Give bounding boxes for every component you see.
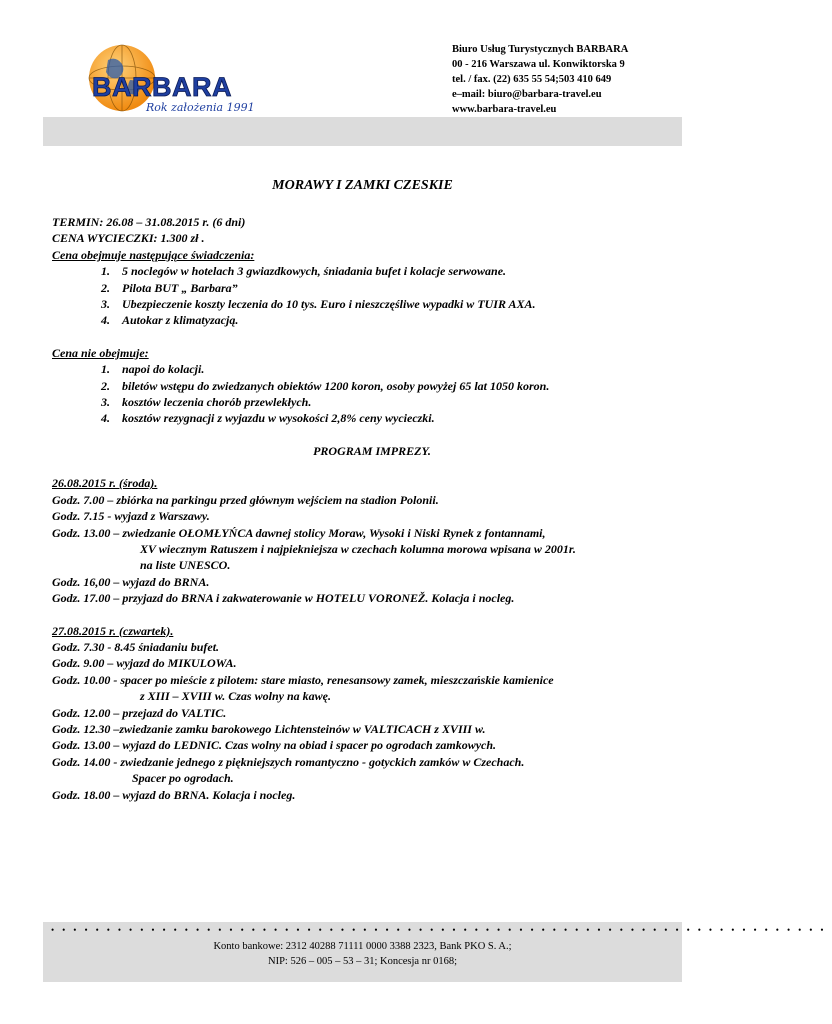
schedule-line: Spacer po ogrodach. [132,771,234,786]
schedule-line: Godz. 10.00 - spacer po mieście z pilotem: stare miasto, renesansowy zamek, mieszczańskie kamienice [52,672,554,687]
includes-heading: Cena obejmuje następujące świadczenia: [52,247,255,262]
day2-date: 27.08.2015 r. (czwartek). [52,623,174,638]
document-title: MORAWY I ZAMKI CZESKIE [272,178,453,193]
program-heading: PROGRAM IMPREZY. [313,443,431,458]
schedule-line: Godz. 14.00 - zwiedzanie jednego z piękniejszych romantyczno - gotyckich zamków w Czechach. [52,754,525,769]
excludes-heading: Cena nie obejmuje: [52,345,149,360]
company-name: Biuro Usług Turystycznych BARBARA [452,44,629,55]
schedule-line: Godz. 18.00 – wyjazd do BRNA. Kolacja i nocleg. [52,787,296,802]
list-item: 4. Autokar z klimatyzacją. [101,313,239,328]
list-item: 1. napoi do kolacji. [101,362,205,377]
schedule-line: Godz. 9.00 – wyjazd do MIKULOWA. [52,656,237,671]
trip-price: CENA WYCIECZKI: 1.300 zł . [52,231,205,246]
schedule-line: XV wiecznym Ratuszem i najpiekniejsza w czechach kolumna morowa wpisana w 2001r. [140,541,576,556]
footer-text [43,939,682,969]
logo-tagline: Rok założenia 1991 [146,101,255,114]
schedule-line: z XIII – XVIII w. Czas wolny na kawę. [140,689,331,704]
company-email: e–mail: biuro@barbara-travel.eu [452,89,602,100]
dotted-divider: •••••••••••••••••••••••••••••••••••••••••••••••••••••••••••••••••••••• [51,925,832,935]
schedule-line: Godz. 13.00 – zwiedzanie OŁOMŁYŃCA dawnej stolicy Moraw, Wysoki i Niski Rynek z fontannami, [52,525,546,540]
excludes-list [52,361,692,427]
bank-account: Konto bankowe: 2312 40288 71111 0000 3388 2323, Bank PKO S. A.; [213,941,512,952]
list-item: 1. 5 noclegów w hotelach 3 gwiazdkowych, śniadania bufet i kolacje serwowane. [101,264,507,279]
company-website: www.barbara-travel.eu [452,104,557,115]
list-item: 2. Pilota BUT „ Barbara” [101,280,238,295]
list-item: 4. kosztów rezygnacji z wyjazdu w wysokości 2,8% ceny wycieczki. [101,411,435,426]
schedule-line: Godz. 7.30 - 8.45 śniadaniu bufet. [52,639,220,654]
list-item: 3. Ubezpieczenie koszty leczenia do 10 tys. Euro i nieszczęśliwe wypadki w TUIR AXA. [101,297,536,312]
list-item: 3. kosztów leczenia chorób przewlekłych. [101,395,312,410]
company-phone: tel. / fax. (22) 635 55 54;503 410 649 [452,74,612,85]
schedule-line: Godz. 17.00 – przyjazd do BRNA i zakwaterowanie w HOTELU VORONEŽ. Kolacja i nocleg. [52,591,515,606]
tax-license: NIP: 526 – 005 – 53 – 31; Koncesja nr 0168; [268,956,457,967]
list-item: 2. biletów wstępu do zwiedzanych obiektów 1200 koron, osoby powyżej 65 lat 1050 koron. [101,378,550,393]
company-info [452,42,628,117]
schedule-line: na liste UNESCO. [140,558,231,573]
schedule-line: Godz. 13.00 – wyjazd do LEDNIC. Czas wolny na obiad i spacer po ogrodach zamkowych. [52,738,497,753]
logo-name: BARBARA [92,72,232,102]
includes-list [52,263,692,329]
header-band [43,117,682,146]
schedule-line: Godz. 16,00 – wyjazd do BRNA. [52,574,210,589]
schedule-line: Godz. 12.00 – przejazd do VALTIC. [52,705,227,720]
schedule-line: Godz. 12.30 –zwiedzanie zamku barokowego Lichtensteinów w VALTICACH z XVIII w. [52,721,486,736]
day1-date: 26.08.2015 r. (środa). [52,476,158,491]
document-body [52,214,692,803]
schedule-line: Godz. 7.00 – zbiórka na parkingu przed głównym wejściem na stadion Polonii. [52,492,439,507]
footer [43,922,832,982]
schedule-line: Godz. 7.15 - wyjazd z Warszawy. [52,509,210,524]
trip-dates: TERMIN: 26.08 – 31.08.2015 r. (6 dni) [52,215,246,229]
barbara-logo [86,40,266,120]
company-address: 00 - 216 Warszawa ul. Konwiktorska 9 [452,59,625,70]
